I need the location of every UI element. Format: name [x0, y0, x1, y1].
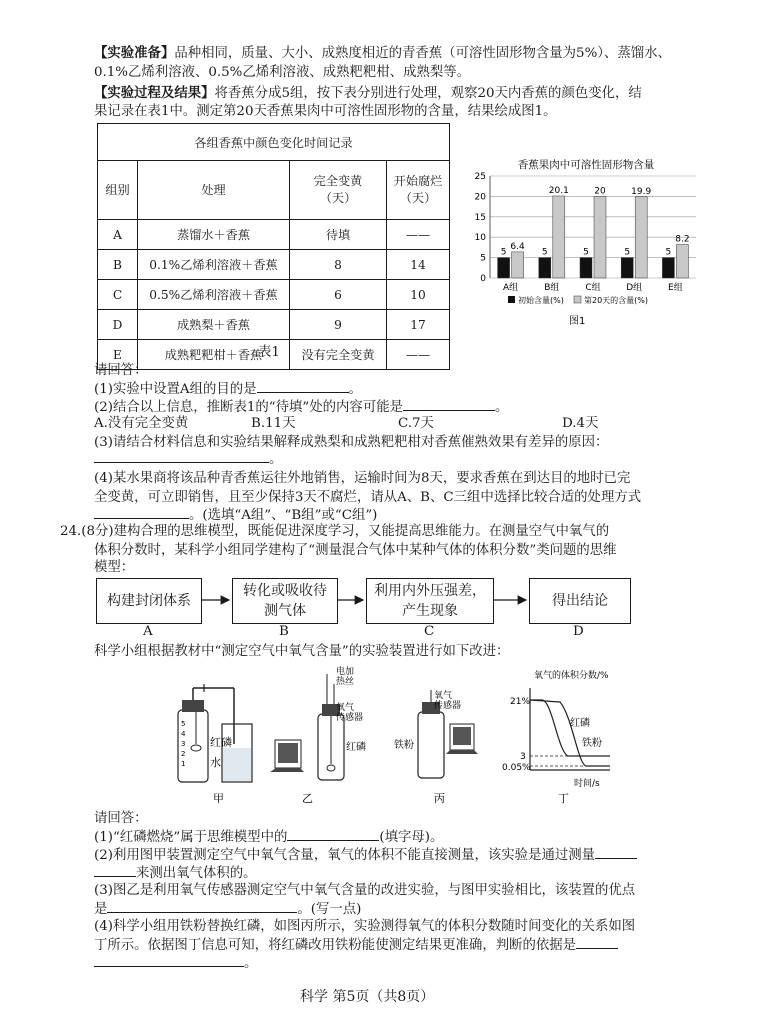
q24-2-text: (2)利用图甲装置测定空气中氧气含量，氧气的体积不能直接测量，该实验是通过测量	[94, 848, 596, 863]
q23-2-end: 。	[495, 400, 509, 415]
table-1	[97, 123, 450, 370]
answer-blank[interactable]	[257, 380, 349, 393]
q23-3-end: 。	[269, 452, 283, 467]
table-row	[98, 220, 450, 250]
table-row	[98, 280, 450, 310]
jia-scale-5: 5	[181, 720, 186, 728]
jia-caption: 甲	[213, 792, 224, 804]
answer-blank[interactable]	[107, 900, 297, 913]
proc-tag: 【实验过程及结果】	[94, 85, 215, 101]
answer-blank[interactable]	[94, 954, 244, 967]
legend-day20: 第20天的含量(%)	[584, 296, 649, 305]
th-rot: 开始腐烂 （天）	[387, 161, 450, 220]
q24-4-text: 丁所示。依据图丁信息可知，将红磷改用铁粉能使测定结果更准确，判断的依据是	[94, 938, 577, 953]
chart-ytick: 5	[480, 253, 486, 264]
jia-scale-3: 3	[181, 740, 186, 748]
table-row	[98, 250, 450, 280]
flow-label-b: B	[279, 624, 289, 639]
proc-line-2: 果记录在表1中。测定第20天香蕉果肉中可溶性固形物的含量，结果绘成图1。	[94, 104, 557, 119]
table-cell: 8	[290, 250, 387, 280]
prep-text-1: 品种相同，质量、大小、成熟度相近的青香蕉（可溶性固形物含量为5%）、蒸馏水、	[174, 46, 671, 61]
th-treatment: 处理	[138, 161, 290, 220]
table-cell: C	[98, 280, 138, 310]
bing-iron-label: 铁粉	[394, 740, 414, 751]
jia-scale-1: 1	[181, 760, 186, 768]
th-yellow: 完全变黄 （天）	[290, 161, 387, 220]
chart-data-label: 20.1	[548, 185, 569, 196]
q24-line-3: 模型：	[94, 560, 135, 575]
table-cell: 成熟粑粑柑＋香蕉	[138, 340, 290, 370]
q24-2-line-2	[94, 864, 257, 883]
table-header-row	[98, 161, 450, 220]
proc-line-1	[94, 84, 642, 103]
figure-jia	[178, 684, 252, 804]
flow-label-c: C	[424, 624, 435, 639]
yi-heater-label: 电加热丝	[336, 667, 355, 687]
answer-blank[interactable]	[94, 450, 269, 463]
legend-initial: 初始含量(%)	[518, 296, 564, 305]
q24-line-2: 体积分数时，某科学小组同学建构了“测量混合气体中某种气体的体积分数”类问题的思维	[94, 543, 617, 558]
chart-ytick: 20	[474, 192, 486, 203]
table-cell: D	[98, 310, 138, 340]
bing-caption: 丙	[434, 792, 445, 804]
q23-2-option-d: D.4天	[562, 416, 599, 431]
answer-blank[interactable]	[595, 846, 637, 859]
q24-please: 请回答：	[94, 811, 148, 826]
chart-bar	[594, 196, 606, 278]
q24-intro: 科学小组根据教材中“测定空气中氧气含量”的实验装置进行如下改进：	[94, 644, 510, 659]
chart-category-label: E组	[668, 283, 683, 293]
ding-ylabel: 氧气的体积分数/%	[534, 671, 609, 681]
table-cell: ——	[387, 220, 450, 250]
figure-bing	[394, 689, 478, 804]
chart-ytick: 15	[474, 212, 486, 223]
chart-data-label: 5	[500, 247, 507, 258]
table-cell: B	[98, 250, 138, 280]
table-cell: 17	[387, 310, 450, 340]
chart-bar	[553, 196, 565, 278]
bing-sensor-label: 氧气传感器	[434, 691, 462, 711]
table-cell: 14	[387, 250, 450, 280]
chart-ytick: 25	[474, 172, 486, 182]
jia-red-phosphorus-label: 红磷	[210, 736, 232, 749]
q23-please: 请回答：	[94, 363, 148, 378]
table-cell: 0.5%乙烯利溶液＋香蕉	[138, 280, 290, 310]
chart-bar	[498, 258, 510, 278]
ding-caption: 丁	[558, 792, 569, 804]
proc-text-1: 将香蕉分成5组，按下表分别进行处理，观察20天内香蕉的颜色变化，结	[214, 86, 642, 101]
figure-ding	[502, 669, 610, 804]
q24-4-end: 。	[244, 956, 258, 971]
chart-data-label: 5	[583, 247, 589, 258]
yi-sensor-label: 氧气传感器	[336, 703, 364, 723]
flow-box-a-text: 构建封闭体系	[107, 593, 191, 609]
q23-1-text: (1)实验中设置A组的目的是	[94, 382, 257, 397]
flow-label-a: A	[143, 624, 153, 639]
q24-text-1: (8分)建构合理的思维模型，既能促进深度学习，又能提高思维能力。在测量空气中氧气的	[81, 524, 610, 539]
q23-2-text: (2)结合以上信息，推断表1的“待填”处的内容可能是	[94, 400, 403, 415]
answer-blank[interactable]	[576, 936, 618, 949]
q24-4-line-2	[94, 936, 618, 955]
ding-xlabel: 时间/s	[574, 779, 600, 789]
q24-4-line-3	[94, 954, 257, 973]
table-cell: 没有完全变黄	[290, 340, 387, 370]
prep-line-2: 0.1%乙烯利溶液、0.5%乙烯利溶液、成熟粑粑柑、成熟梨等。	[94, 65, 471, 80]
chart-bar	[635, 197, 647, 278]
answer-blank[interactable]	[403, 398, 495, 411]
chart-bar	[662, 258, 674, 278]
table-cell: 10	[387, 280, 450, 310]
q24-line-1	[60, 523, 609, 541]
jia-scale-2: 2	[181, 750, 186, 758]
table-cell: A	[98, 220, 138, 250]
flow-box-d-text: 得出结论	[552, 593, 608, 609]
ding-curve-p-label: 红磷	[570, 718, 590, 729]
apparatus-figures	[170, 664, 710, 804]
q23-2-option-b: B.11天	[251, 416, 296, 431]
table-cell: 待填	[290, 220, 387, 250]
chart-data-label: 6.4	[510, 241, 525, 252]
chart-category-label: B组	[544, 283, 560, 293]
figure-1-chart	[466, 154, 706, 334]
table-cell: 0.1%乙烯利溶液＋香蕉	[138, 250, 290, 280]
chart-data-label: 8.2	[675, 234, 690, 245]
answer-blank[interactable]	[94, 506, 189, 519]
chart-category-label: C组	[585, 283, 601, 293]
q23-3-answer	[94, 450, 282, 469]
table-cell: 成熟梨＋香蕉	[138, 310, 290, 340]
chart-data-label: 5	[665, 247, 672, 258]
q24-1-text: (1)“红磷燃烧”属于思维模型中的	[94, 830, 288, 845]
flow-box-b-text: 转化或吸收待 测气体	[243, 583, 327, 619]
page-footer: 科学 第5页（共8页）	[300, 989, 435, 1005]
q23-1-end: 。	[348, 382, 362, 397]
q24-3-line-1: (3)图乙是利用氧气传感器测定空气中氧气含量的改进实验，与图甲实验相比，该装置的优点	[94, 883, 636, 898]
q24-1	[94, 828, 443, 847]
flow-label-d: D	[573, 624, 584, 639]
table-label: 表1	[258, 345, 280, 360]
chart-ytick: 0	[480, 274, 486, 284]
chart-data-label: 19.9	[631, 186, 652, 197]
chart-bar	[512, 252, 524, 278]
prep-tag: 【实验准备】	[94, 45, 175, 61]
legend-swatch-day20	[574, 296, 581, 303]
ding-tick-3: 3	[520, 752, 526, 762]
ding-tick-21: 21%	[510, 697, 531, 707]
answer-blank[interactable]	[94, 864, 136, 877]
ding-curve-fe-label: 铁粉	[582, 738, 602, 749]
q24-3-is: 是	[94, 902, 108, 917]
q23-4-line-2: 全变黄，可立即销售，且至少保持3天不腐烂，请从A、B、C三组中选择比较合适的处理方式	[94, 490, 642, 505]
table-cell: 蒸馏水＋香蕉	[138, 220, 290, 250]
yi-red-phosphorus-label: 红磷	[346, 742, 366, 753]
chart-data-label: 5	[541, 247, 548, 258]
legend-swatch-initial	[508, 296, 515, 303]
q23-3: (3)请结合材料信息和实验结果解释成熟梨和成熟粑粑柑对香蕉催熟效果有差异的原因：	[94, 435, 609, 450]
chart-category-label: A组	[503, 283, 519, 293]
jia-scale-4: 4	[181, 730, 186, 738]
jia-water-label: 水	[210, 756, 221, 769]
q24-1-end: (填字母)。	[379, 830, 444, 845]
ding-tick-005: 0.05%	[502, 763, 531, 773]
th-group: 组别	[98, 161, 138, 220]
figure-yi	[270, 665, 366, 804]
chart-data-label: 20	[594, 186, 606, 197]
chart-ytick: 10	[474, 233, 486, 244]
prep-line-1	[94, 44, 671, 63]
flow-arrows	[0, 590, 768, 610]
figure-1-label: 图1	[569, 316, 586, 327]
chart-bar	[621, 258, 633, 278]
chart-category-label: D组	[626, 283, 643, 293]
q24-3-line-2	[94, 900, 361, 919]
table-cell: 6	[290, 280, 387, 310]
answer-blank[interactable]	[287, 828, 379, 841]
q24-number: 24.	[60, 524, 82, 539]
q23-4-line-1: (4)某水果商将该品种青香蕉运往外地销售，运输时间为8天，要求香蕉在到达目的地时已完	[94, 471, 631, 486]
chart-bar	[676, 245, 688, 278]
q23-4-end: 。(选填“A组”、“B组”或“C组”)	[189, 508, 378, 523]
table-row	[98, 310, 450, 340]
q24-4-line-1: (4)科学小组用铁粉替换红磷，如图丙所示，实验测得氧气的体积分数随时间变化的关系如图	[94, 919, 636, 934]
q24-2-line-1	[94, 846, 637, 865]
table-cell: E	[98, 340, 138, 370]
chart-bar	[580, 258, 592, 278]
q23-2-option-a: A.没有完全变黄	[94, 416, 189, 431]
q23-1	[94, 380, 362, 399]
q24-3-end: 。(写一点)	[297, 902, 362, 917]
q24-2-end: 来测出氧气体积的。	[136, 866, 257, 881]
flow-box-c-text: 利用内外压强差， 产生现象	[374, 583, 486, 619]
table-caption: 各组香蕉中颜色变化时间记录	[98, 124, 450, 161]
yi-caption: 乙	[302, 792, 313, 804]
chart-title: 香蕉果肉中可溶性固形物含量	[517, 159, 655, 171]
table-cell: 9	[290, 310, 387, 340]
table-cell: ——	[387, 340, 450, 370]
q23-2-option-c: C.7天	[398, 416, 434, 431]
chart-bar	[539, 258, 551, 278]
chart-data-label: 5	[624, 247, 631, 258]
